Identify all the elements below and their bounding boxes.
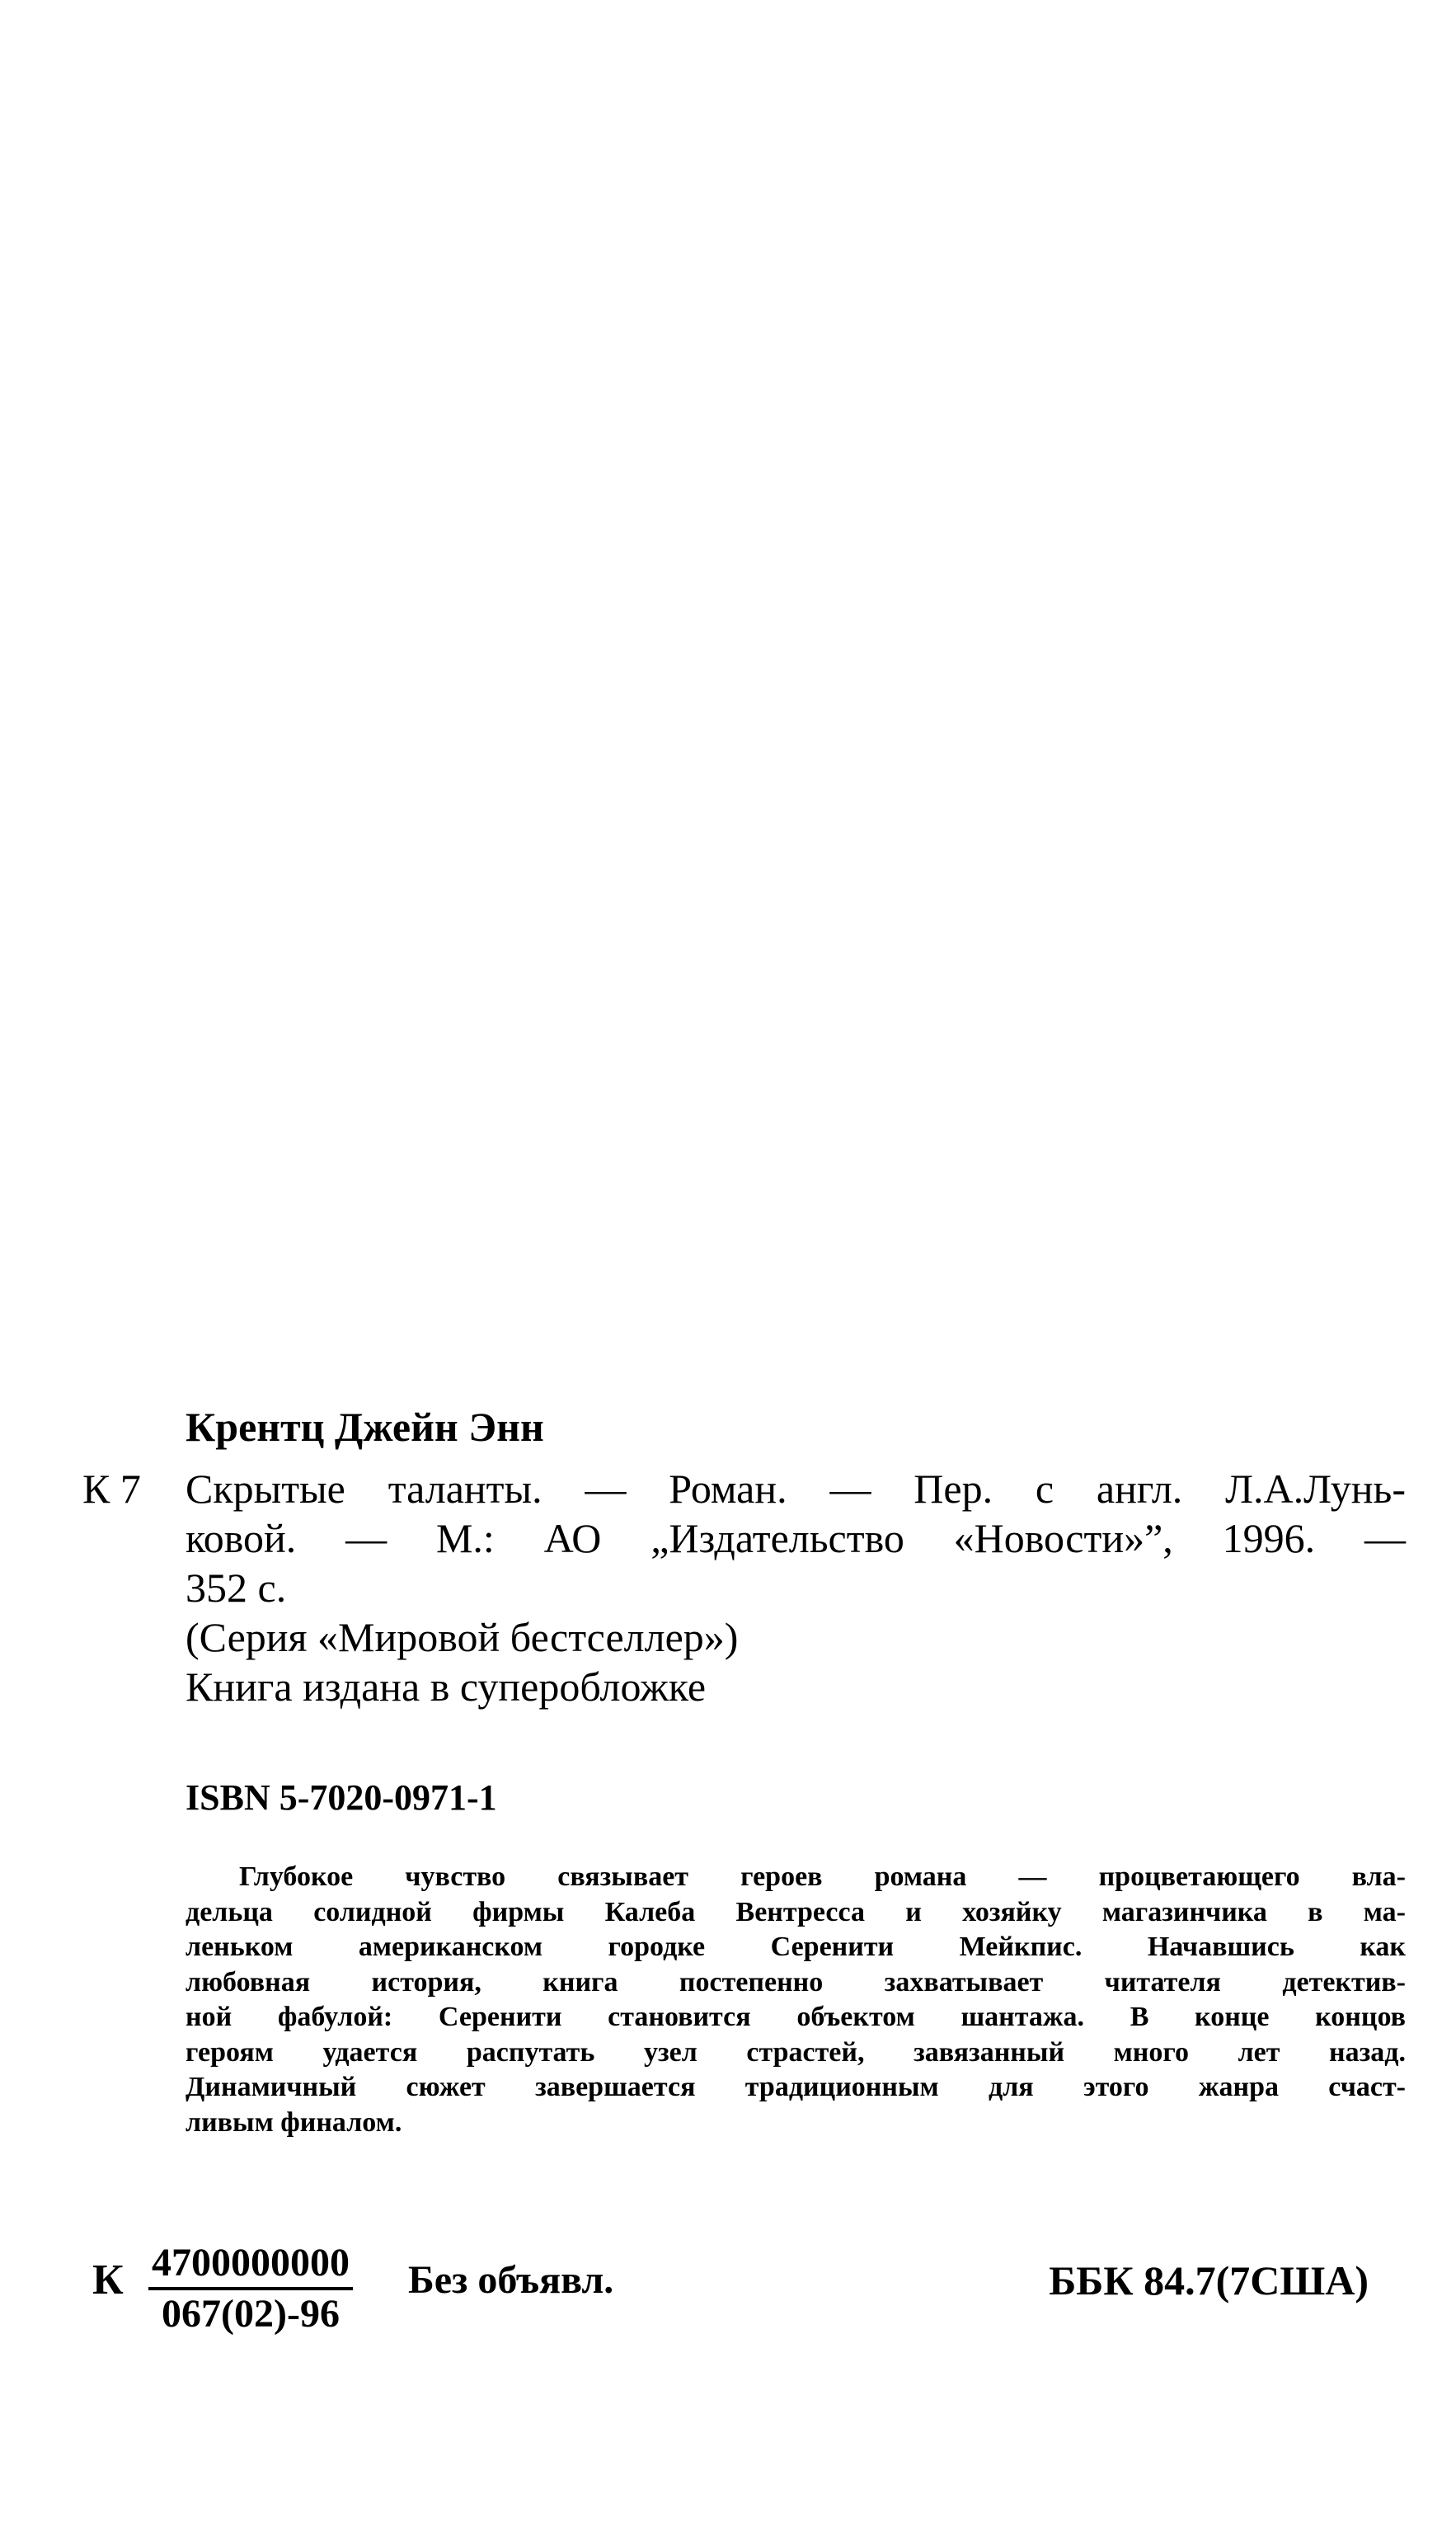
annotation-line: Динамичный сюжет завершается традиционным для этого жанра счаст- — [186, 2072, 1406, 2102]
isbn: ISBN 5-7020-0971-1 — [186, 1777, 497, 1818]
catalog-code: К 7 — [82, 1466, 141, 1512]
annotation-line: дельца солидной фирмы Калеба Вентресса и хозяйку магазинчика в ма- — [186, 1896, 1406, 1927]
annotation-line: ливым финалом. — [186, 2106, 402, 2138]
index-letter: К — [92, 2256, 124, 2303]
index-denominator: 067(02)-96 — [162, 2292, 340, 2336]
annotation — [186, 1860, 1406, 2140]
index-fraction — [148, 2239, 353, 2338]
price-note: Без объявл. — [408, 2258, 614, 2302]
bibliographic-line: 352 с. — [186, 1565, 287, 1611]
bibliographic-line: Скрытые таланты. — Роман. — Пер. с англ. Л.А.Лунь- — [186, 1466, 1406, 1512]
bibliographic-line: ковой. — М.: АО „Издательство «Новости»”, 1996. — — [186, 1515, 1406, 1561]
annotation-line: ной фабулой: Серенити становится объектом шантажа. В конце концов — [186, 2002, 1406, 2032]
bbk-code: ББК 84.7(7США) — [1049, 2257, 1369, 2303]
index-numerator: 4700000000 — [148, 2239, 353, 2290]
annotation-line: Глубокое чувство связывает героев романа — процветающего вла- — [239, 1861, 1406, 1892]
author-name: Крентц Джейн Энн — [186, 1404, 544, 1450]
series-line: (Серия «Мировой бестселлер») — [186, 1614, 739, 1660]
binding-note: Книга издана в суперобложке — [186, 1663, 707, 1710]
annotation-line: героям удается распутать узел страстей, завязанный много лет назад. — [186, 2036, 1406, 2068]
annotation-line: любовная история, книга постепенно захватывает читателя детектив- — [186, 1966, 1406, 1998]
bibliographic-description — [186, 1464, 1406, 1711]
publication-codes — [82, 2239, 1369, 2346]
annotation-line: леньком американском городке Серенити Мейкпис. Начавшись как — [186, 1932, 1406, 1962]
